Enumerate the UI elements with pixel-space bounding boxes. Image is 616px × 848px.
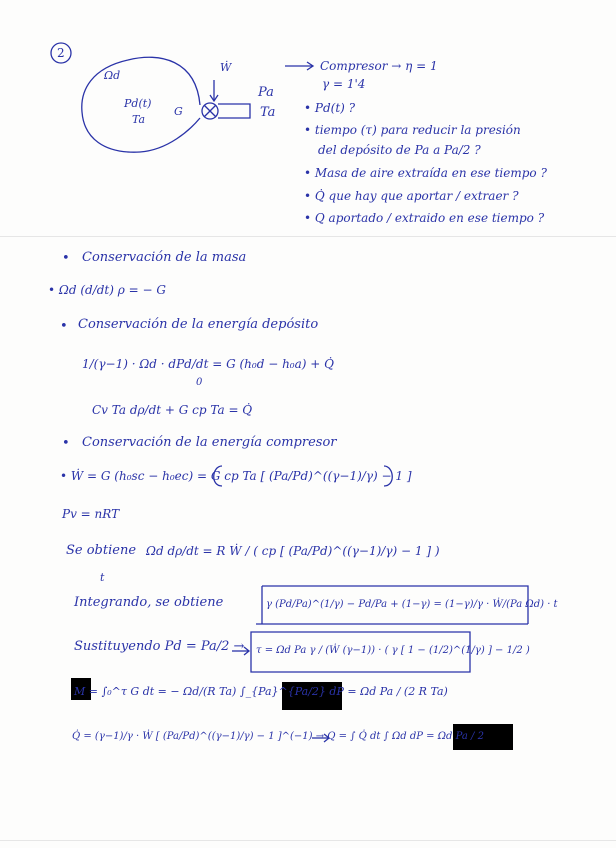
obtained-label: Se obtiene [66,543,137,558]
section-title-tank-energy: Conservación de la energía depósito [78,317,319,332]
given-gamma: γ = 1'4 [322,77,366,91]
mass-result-equation: M = ∫₀^τ G dt = − Ωd/(R Ta) ∫_{Pa}^{Pa/2} dP = Ωd Pa / (2 R Ta) [74,685,448,698]
section-bullet: • [62,436,70,451]
work-label: Ẇ [220,61,232,74]
tau-equation: τ = Ωd Pa γ / (Ẇ (γ−1)) · ( γ [ 1 − (1/2)^(1/γ) ] − 1/2 ) [256,645,530,656]
problem-number: 2 [57,46,65,60]
tank-temperature-label: Ta [132,113,146,126]
tank-energy-zero-note: 0 [196,377,203,388]
integrated-equation: γ (Pd/Pa)^(1/γ) − Pd/Pa + (1−γ) = (1−γ)/γ · Ẇ/(Pa Ωd) · t [266,599,558,610]
section-title-compressor-energy: Conservación de la energía compresor [82,435,337,450]
tank-volume-label: Ωd [104,69,121,82]
section-title-mass: Conservación de la masa [82,250,247,265]
tank-energy-equation-2: Cv Ta dρ/dt + G cp Ta = Q̇ [92,403,253,417]
heat-rate-equation: Q̇ = (γ−1)/γ · Ẇ [ (Pa/Pd)^((γ−1)/γ) − 1 ]^(−1) → Q = ∫ Q̇ dt ∫ Ωd dP = Ωd Pa / 2 [72,731,484,742]
question-item: • Masa de aire extraída en ese tiempo ? [304,166,547,180]
tank-energy-equation: 1/(γ−1) · Ωd · dPd/dt = G (h₀d − h₀a) + Q̇ [82,357,334,371]
flow-label: G [174,105,183,118]
question-item: • Q aportado / extraido en ese tiempo ? [304,211,545,225]
integrating-label: Integrando, se obtiene [74,595,224,610]
question-item: • tiempo (τ) para reducir la presión [304,123,521,137]
compressor-outlet [218,104,250,118]
compressor-equation: • Ẇ = G (h₀sc − h₀ec) = G cp Ta [ (Pa/Pd)^((γ−1)/γ) − 1 ] [60,469,412,483]
given-eta: Compresor → η = 1 [320,59,438,73]
outlet-pressure-label: Pa [258,85,274,100]
question-item: • Pd(t) ? [304,101,356,115]
section-bullet: • [62,251,70,266]
tank-pressure-label: Pd(t) [124,97,152,110]
question-item: • Q̇ que hay que aportar / extraer ? [304,189,519,203]
question-item: del depósito de Pa a Pa/2 ? [318,143,481,157]
obtained-equation: Ωd dρ/dt = R Ẇ / ( cp [ (Pa/Pd)^((γ−1)/γ) − 1 ] ) [146,544,440,558]
substituting-label: Sustituyendo Pd = Pa/2 → [74,639,245,654]
mass-equation: • Ωd (d/dt) ρ = − G [48,283,166,297]
section-bullet: • [60,319,68,334]
ideal-gas-equation: Pv = nRT [62,507,120,521]
outlet-temperature-label: Ta [260,105,276,120]
integrating-mark: t [100,571,105,584]
